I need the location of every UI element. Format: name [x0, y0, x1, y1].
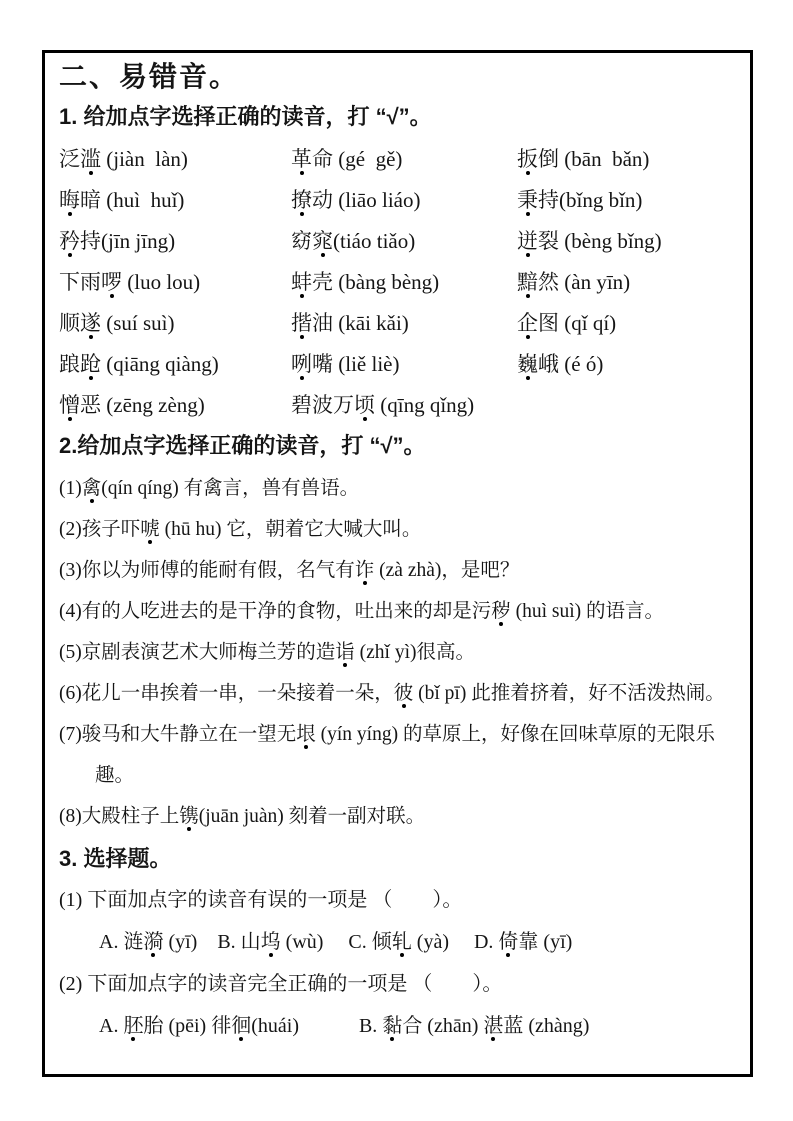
word-entry: 撩动 (liāo liáo)	[291, 188, 421, 212]
question-2-options: A. 胚胎 (pēi) 徘徊(huái) B. 黏合 (zhān) 湛蓝 (zhàng)	[99, 1015, 590, 1037]
word-entry	[517, 385, 744, 426]
sentence-item: (4)有的人吃进去的是干净的食物，吐出来的却是污秽 (huì suì) 的语言。	[59, 601, 665, 622]
sentence-item: (3)你以为师傅的能耐有假，名气有诈 (zà zhà)，是吧？	[59, 560, 520, 581]
word-entry: 碧波万顷 (qīng qǐng)	[291, 393, 475, 417]
word-entry: 迸裂 (bèng bǐng)	[517, 229, 662, 253]
exercise-3-heading: 3. 选择题。	[59, 846, 172, 871]
sentence-item: (6)花儿一串挨着一串，一朵接着一朵，彼 (bǐ pī) 此推着挤着，好不活泼热闹。	[59, 683, 725, 704]
worksheet-page	[42, 50, 753, 1077]
word-entry: 窈窕(tiáo tiǎo)	[291, 229, 416, 253]
sentence-item: (5)京剧表演艺术大师梅兰芳的造诣 (zhǐ yì)很高。	[59, 642, 475, 663]
word-entry: 踉跄 (qiāng qiàng)	[59, 352, 219, 376]
word-entry: 秉持(bǐng bǐn)	[517, 188, 643, 212]
sentence-item: (7)骏马和大牛静立在一望无垠 (yín yíng) 的草原上，好像在回味草原的无限乐趣。	[59, 724, 715, 786]
word-entry: 蚌壳 (bàng bèng)	[291, 270, 440, 294]
word-entry: 企图 (qǐ qí)	[517, 311, 617, 335]
sentence-item: (2)孩子吓唬 (hū hu) 它，朝着它大喊大叫。	[59, 519, 422, 540]
pinyin-choice-grid	[59, 139, 744, 426]
page-title: 二、易错音。	[59, 61, 240, 92]
exercise-3	[59, 839, 744, 1047]
exercise-2-heading: 2.给加点字选择正确的读音，打 “√”。	[59, 433, 426, 458]
word-entry: 革命 (gé gě)	[291, 147, 403, 171]
word-entry: 揩油 (kāi kǎi)	[291, 311, 409, 335]
word-entry: 黯然 (àn yīn)	[517, 270, 631, 294]
question-1-options: A. 涟漪 (yī) B. 山坞 (wù) C. 倾轧 (yà) D. 倚靠 (yī)	[99, 931, 573, 953]
sentence-item: (1)禽(qín qíng) 有禽言，兽有兽语。	[59, 478, 360, 499]
question-1-prompt: (1) 下面加点字的读音有误的一项是 （ ）。	[59, 889, 463, 911]
word-entry: 晦暗 (huì huǐ)	[59, 188, 185, 212]
word-entry: 扳倒 (bān bǎn)	[517, 147, 650, 171]
word-entry: 泛滥 (jiàn làn)	[59, 147, 188, 171]
word-entry: 巍峨 (é ó)	[517, 352, 604, 376]
word-entry: 咧嘴 (liě liè)	[291, 352, 400, 376]
question-2-prompt: (2) 下面加点字的读音完全正确的一项是 （ ）。	[59, 973, 503, 995]
sentence-item: (8)大殿柱子上镌(juān juàn) 刻着一副对联。	[59, 806, 426, 827]
exercise-1-heading: 1. 给加点字选择正确的读音，打 “√”。	[59, 104, 432, 129]
word-entry: 矜持(jīn jīng)	[59, 229, 176, 253]
sentence-list	[59, 468, 744, 837]
word-entry: 顺遂 (suí suì)	[59, 311, 175, 335]
word-entry: 憎恶 (zēng zèng)	[59, 393, 205, 417]
word-entry: 下雨啰 (luo lou)	[59, 270, 201, 294]
